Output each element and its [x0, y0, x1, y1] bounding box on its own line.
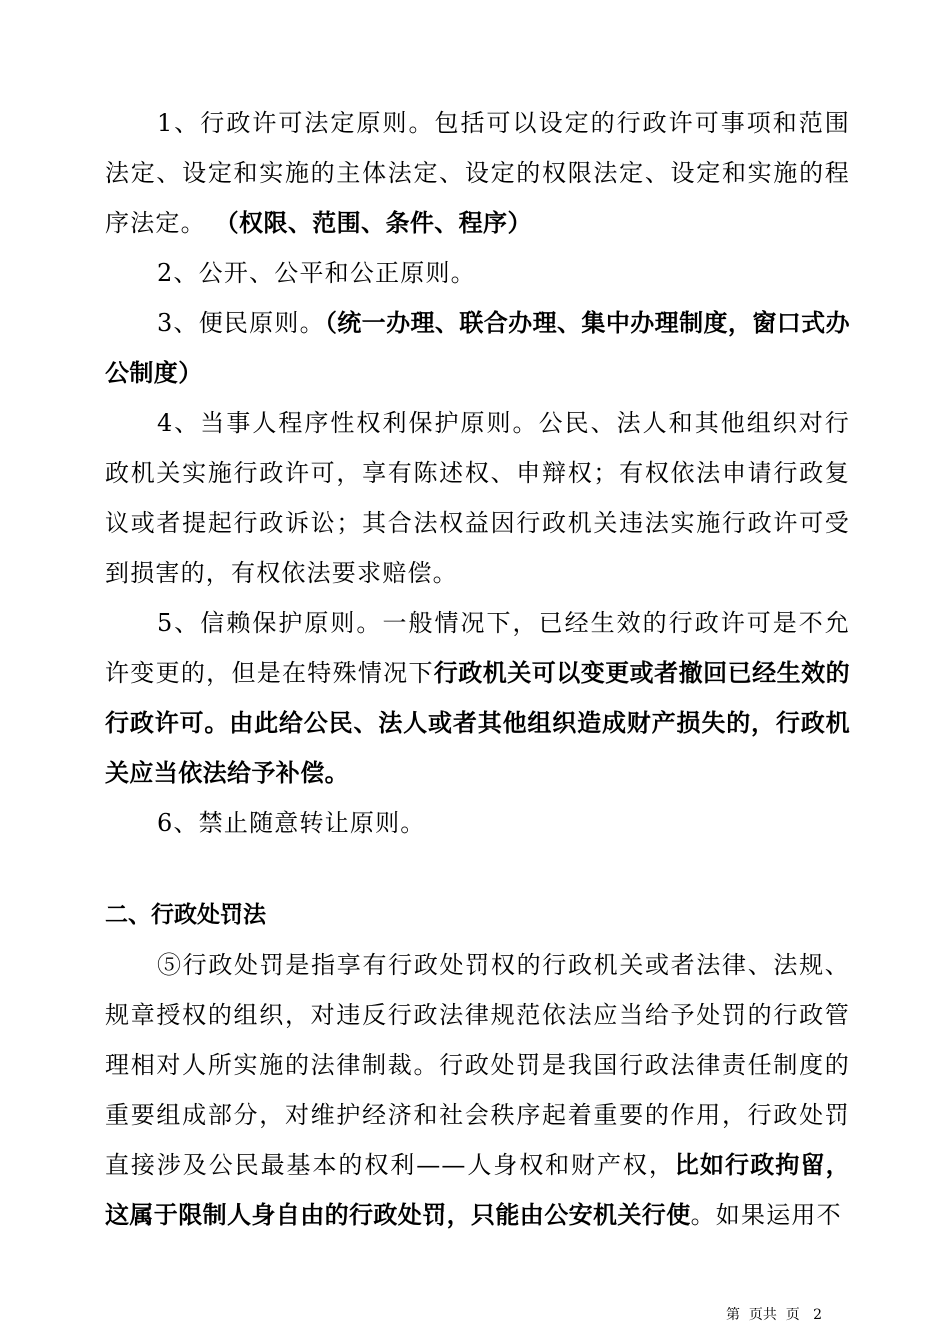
principle-1-text: 1、行政许可法定原则。包括可以设定的行政许可事项和范围法定、设定和实施的主体法定、设定的权限法定、设定和实施的程序法定。: [105, 109, 850, 237]
principle-5-bold-text: 行政机关可以变更或者撤回已经生效的行政许可。由此给公民、法人或者其他组织造成财产损失的，行政机关应当依法给予补偿。: [105, 659, 850, 787]
paragraph-principle-6: [105, 798, 850, 848]
principle-3-bold-text: （统一办理、联合办理、集中办理制度，窗口式办公制度）: [105, 309, 850, 387]
principle-2-text: 2、公开、公平和公正原则。: [157, 259, 476, 287]
penalty-bold-text: 比如行政拘留，这属于限制人身自由的行政处罚，只能由公安机关行使: [105, 1151, 850, 1229]
principle-4-text: 4、当事人程序性权利保护原则。公民、法人和其他组织对行政机关实施行政许可，享有陈述权、申辩权；有权依法申请行政复议或者提起行政诉讼；其合法权益因行政机关违法实施行政许可受到损害的，有权依法要求赔偿。: [105, 409, 850, 587]
page-footer: 第 页共 页 2: [726, 1307, 823, 1323]
principle-5-text: 5、信赖保护原则。一般情况下，已经生效的行政许可是不允许变更的，但是在特殊情况下: [105, 609, 850, 687]
principle-1-bold-text: （权限、范围、条件、程序）: [214, 209, 532, 237]
document-body: [105, 98, 850, 1240]
paragraph-principle-4: [105, 398, 850, 598]
paragraph-principle-5: [105, 598, 850, 798]
paragraph-principle-3: [105, 298, 850, 398]
paragraph-principle-2: [105, 248, 850, 298]
penalty-text-2: 。如果运用不: [690, 1201, 842, 1229]
section-spacer: [105, 848, 850, 890]
principle-6-text: 6、禁止随意转让原则。: [157, 809, 426, 837]
penalty-text-1: ⑤行政处罚是指享有行政处罚权的行政机关或者法律、法规、规章授权的组织，对违反行政法律规范依法应当给予处罚的行政管理相对人所实施的法律制裁。行政处罚是我国行政法律责任制度的重要组成部分，对维护经济和社会秩序起着重要的作用，行政处罚直接涉及公民最基本的权利——人身权和财产权，: [105, 951, 850, 1179]
paragraph-administrative-penalty: [105, 940, 850, 1240]
principle-3-text: 3、便民原则。: [157, 309, 325, 337]
paragraph-principle-1: [105, 98, 850, 248]
section-heading: 二、行政处罚法: [105, 902, 266, 928]
